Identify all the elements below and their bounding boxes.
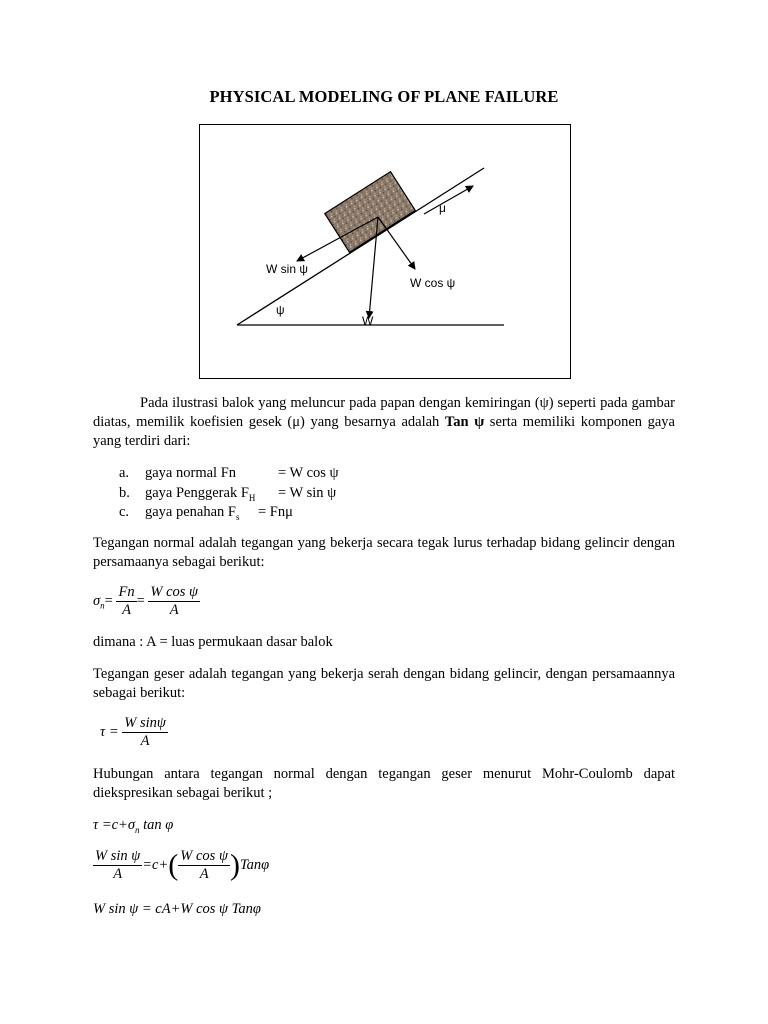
normal-stress-paragraph: Tegangan normal adalah tegangan yang bekerja secara tegak lurus terhadap bidang gelincir dengan persamaanya sebagai berikut: (93, 535, 675, 570)
equation-mohr-coulomb: $\tau =c+\sigma_n$ tan φ (93, 817, 174, 835)
mu-label: μ (439, 201, 446, 215)
w-sin-label: W sin ψ (266, 262, 308, 276)
w-label: W (362, 314, 374, 328)
figure-frame (199, 124, 571, 379)
shear-stress-paragraph: Tegangan geser adalah tegangan yang bekerja serah dengan bidang gelincir, dengan persamaannya sebagai berikut: (93, 666, 675, 701)
intro-paragraph: Pada ilustrasi balok yang meluncur pada papan dengan kemiringan (ψ) seperti pada gambar diatas, memilik koefisien gesek (μ) yang besarnya adalah Tan ψ serta memiliki komponen gaya yang terdiri dari: (93, 395, 675, 449)
equation-final: W sin ψ = cA+W cos ψ Tanφ (93, 901, 261, 917)
dimana-line: dimana : A = luas permukaan dasar balok (93, 634, 333, 650)
mohr-coulomb-paragraph: Hubungan antara tegangan normal dengan tegangan geser menurut Mohr-Coulomb dapat diekspresikan sebagai berikut ; (93, 766, 675, 801)
inclined-plane-diagram (200, 125, 572, 380)
w-cos-label: W cos ψ (410, 276, 456, 290)
equation-shear-stress: τ = $\frac{\text{W sinψ}}{A}$ (100, 715, 166, 749)
page-title: PHYSICAL MODELING OF PLANE FAILURE (209, 87, 559, 106)
psi-label: ψ (276, 303, 285, 317)
equation-expanded: $\frac{\text{W sin ψ}}{A}$ =c+( $\frac{\text{W cos ψ}}{A}$ )Tanφ (95, 848, 270, 882)
w-cos-arrow (378, 217, 415, 269)
equation-normal-stress: $\sigma_n=$ $\frac{Fn}{A}$ = $\frac{\text{W cos ψ}}{A}$ (93, 584, 199, 618)
